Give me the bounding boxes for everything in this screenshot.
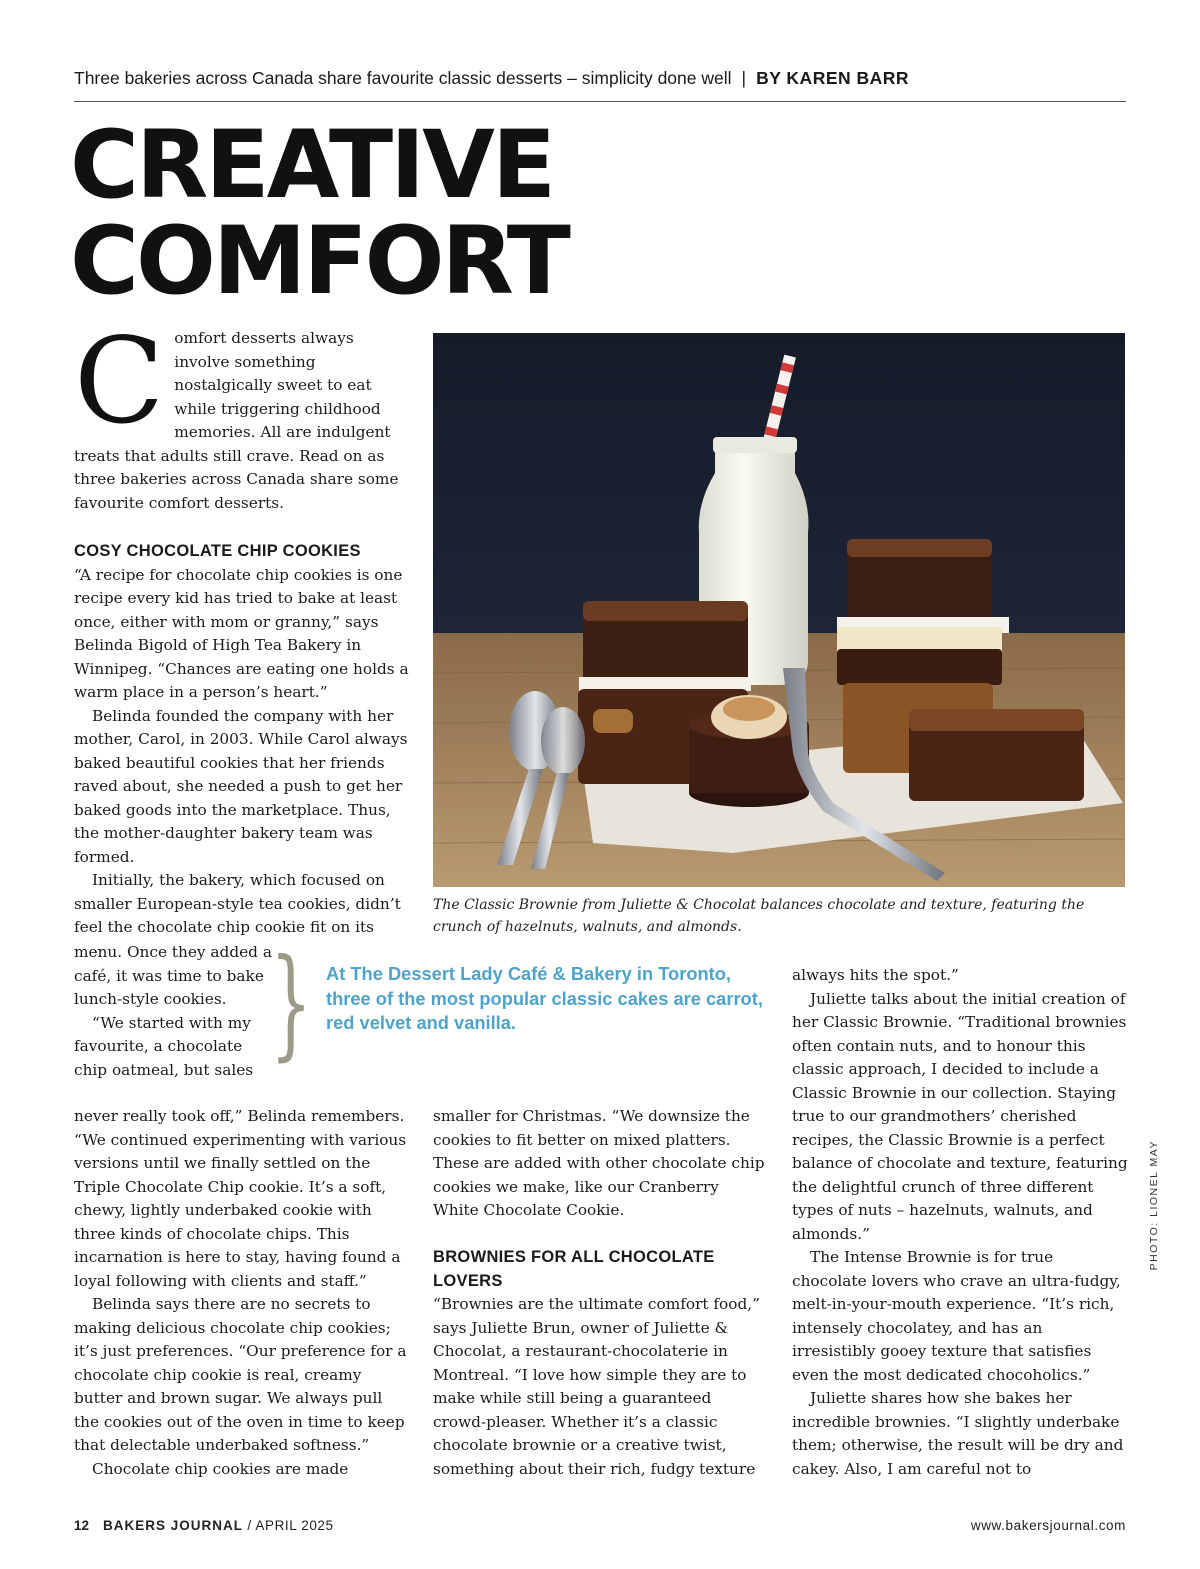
intro-paragraph: [74, 312, 409, 515]
pull-quote-brace: }: [270, 934, 312, 1073]
spacer: [433, 1223, 768, 1247]
byline: BY KAREN BARR: [756, 68, 910, 88]
article-deck: [74, 68, 1126, 89]
brownies-illustration: [433, 333, 1125, 887]
header-rule: [74, 101, 1126, 102]
pull-quote: [270, 934, 770, 1082]
cookies-paragraph-4: “We started with my favourite, a chocolate chip oatmeal, but sales: [74, 1013, 254, 1079]
page-number: 12: [74, 1518, 90, 1533]
cookies-paragraph-7: smaller for Christmas. “We downsize the cookies to fit better on mixed platters. These are added with other chocolate chip cookies we make, like our Cranberry White Chocolate Cookie.: [433, 1107, 765, 1219]
section-heading-brownies: BROWNIES FOR ALL CHOCOLATE LOVERS: [433, 1248, 715, 1290]
section-heading-cookies: COSY CHOCOLATE CHIP COOKIES: [74, 542, 361, 560]
brownies-paragraph-1-cont: always hits the spot.”: [792, 966, 959, 984]
cookies-paragraph-3: Initially, the bakery, which focused on smaller European-style tea cookies, didn’t feel the chocolate chip cookie fit on its: [74, 871, 401, 936]
column-1: [74, 540, 409, 940]
brownies-paragraph-2: Juliette talks about the initial creation of her Classic Brownie. “Traditional brownies often contain nuts, and to honour this classic approach, I decided to include a Classic Brownie in our collection. Staying true to our grandmothers’ cherished recipes, the Classic Brownie is a perfect balance of chocolate and texture, featuring the delightful crunch of three different types of nuts – hazelnuts, walnuts, and almonds.”: [792, 989, 1128, 1243]
publication-name: BAKERS JOURNAL: [103, 1518, 244, 1533]
cookies-paragraph-5: Belinda says there are no secrets to making delicious chocolate chip cookies; it’s just preferences. “Our preference for a chocolate chip cookie is real, creamy butter and brown sugar. We always pull the cookies out of the oven in time to keep that delectable underbaked softness.”: [74, 1295, 407, 1454]
column-1-bottom: [74, 1105, 409, 1481]
column-2: [433, 1105, 768, 1481]
page-footer: [74, 1518, 1126, 1538]
brownies-paragraph-3: The Intense Brownie is for true chocolate lovers who crave an ultra-fudgy, melt-in-your-mouth experience. “It’s rich, intensely chocolatey, and has an irresistibly gooey texture that satisfies even the most dedicated chocoholics.”: [792, 1248, 1121, 1384]
cookies-paragraph-4-cont: never really took off,” Belinda remembers. “We continued experimenting with various versions until we finally settled on the Triple Chocolate Chip cookie. It’s a soft, chewy, lightly underbaked cookie with three kinds of chocolate chips. This incarnation is here to stay, having found a loyal following with clients and staff.”: [74, 1107, 407, 1290]
column-3: [792, 964, 1128, 1481]
pull-quote-text: At The Dessert Lady Café & Bakery in Toronto, three of the most popular classic cakes are carrot, red velvet and vanilla.: [326, 963, 763, 1033]
intro-text: omfort desserts always involve something nostalgically sweet to eat while triggering childhood memories. All are indulgent treats that adults still crave. Read on as three bakeries across Canada share some favourite comfort desserts.: [74, 329, 399, 512]
cookies-paragraph-1: “A recipe for chocolate chip cookies is one recipe every kid has tried to bake at least once, either with mom or granny,” says Belinda Bigold of High Tea Bakery in Winnipeg. “Chances are eating one holds a warm place in a person’s heart.”: [74, 565, 409, 701]
headline-line-1: CREATIVE: [70, 111, 554, 220]
column-1-narrow: [74, 941, 274, 1082]
article-headline: [70, 111, 568, 316]
photo-caption: The Classic Brownie from Juliette & Chocolat balances chocolate and texture, featuring the crunch of hazelnuts, walnuts, and almonds.: [433, 897, 1085, 935]
photo-credit: PHOTO: LIONEL MAY: [1148, 1140, 1160, 1271]
brownies-photo: [433, 333, 1125, 887]
drop-cap: C: [74, 312, 165, 450]
deck-text: Three bakeries across Canada share favourite classic desserts – simplicity done well: [74, 68, 732, 88]
brownies-paragraph-1: “Brownies are the ultimate comfort food,” says Juliette Brun, owner of Juliette & Chocolat, a restaurant-chocolaterie in Montreal. “I love how simple they are to make while still being a guaranteed crowd-pleaser. Whether it’s a classic chocolate brownie or a creative twist, something about their rich, fudgy texture: [433, 1295, 760, 1478]
cookies-paragraph-6: Chocolate chip cookies are made: [92, 1459, 349, 1478]
website-link[interactable]: www.bakersjournal.com: [970, 1518, 1126, 1533]
deck-separator: |: [741, 68, 747, 88]
issue-date: / APRIL 2025: [243, 1518, 334, 1533]
brownies-paragraph-4: Juliette shares how she bakes her incredible brownies. “I slightly underbake them; otherwise, the result will be dry and cakey. Also, I am careful not to: [792, 1389, 1124, 1478]
cookies-paragraph-2: Belinda founded the company with her mother, Carol, in 2003. While Carol always baked beautiful cookies that her friends raved about, she needed a push to get her baked goods into the marketplace. Thus, the mother-daughter bakery team was formed.: [74, 706, 408, 866]
headline-line-2: COMFORT: [70, 207, 568, 316]
cookies-paragraph-3-cont: menu. Once they added a café, it was time to bake lunch-style cookies.: [74, 943, 272, 1008]
